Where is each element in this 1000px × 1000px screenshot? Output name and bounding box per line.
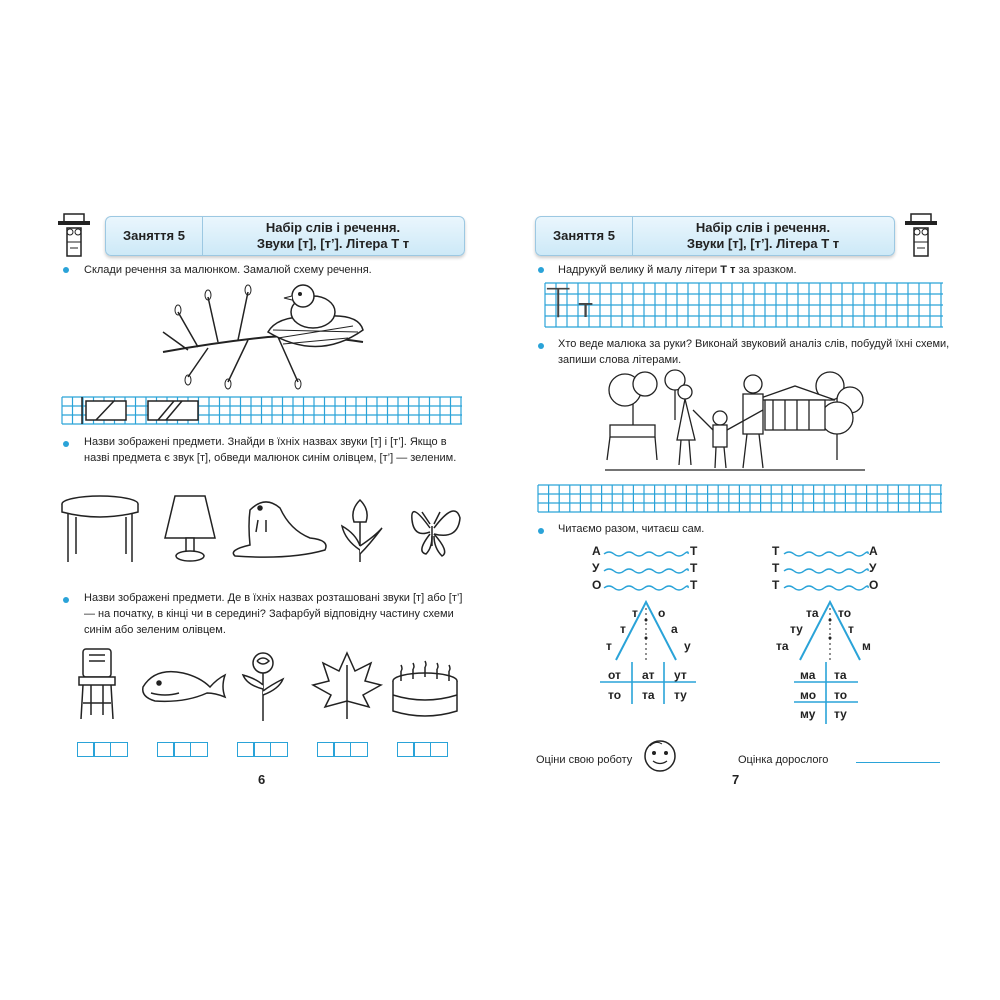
task-1-text: Склади речення за малюнком. Замалюй схему речення. [84,264,372,276]
letter: Т [772,544,780,558]
letter: О [592,578,602,592]
bullet-icon [538,343,544,349]
syllable: та [642,688,655,702]
letter: У [869,561,877,575]
syllable: то [834,688,848,702]
task-3-text: Читаємо разом, читаєш сам. [558,523,705,535]
chair-icon [79,649,115,719]
syllable: то [838,606,852,620]
butterfly-icon [412,511,460,556]
wavy-connectors [604,548,688,590]
whale-icon [143,672,225,702]
wavy-connectors [784,548,868,590]
syllable: ту [834,707,847,721]
letter: А [869,544,878,558]
maple-leaf-icon [313,653,381,719]
syllable: т [606,639,612,653]
syllable: о [658,606,666,620]
scheme-boxes[interactable] [398,742,448,757]
lesson-title: Набір слів і речення. Звуки [т], [т’]. Літера Т т [686,220,840,251]
syllable: му [800,707,816,721]
letter: Т [772,561,780,575]
syllable: мо [800,688,817,702]
mascot-icon [905,212,937,258]
syllable: т [620,622,626,636]
syllable: ут [674,668,687,682]
table-icon [62,496,138,562]
right-page [500,0,1000,1000]
letter: Т [690,578,698,592]
self-eval-label: Оціни свою роботу [536,754,633,766]
smiley-face-icon[interactable] [642,738,678,774]
syllable: у [684,639,691,653]
syllable: ма [800,668,816,682]
lesson-header [535,216,895,256]
letter: О [869,578,879,592]
analysis-grid[interactable] [538,485,942,513]
syllable: та [776,639,789,653]
syllable: т [632,606,638,620]
scheme-boxes[interactable] [158,742,208,757]
syllable: м [862,639,871,653]
bullet-icon [538,528,544,534]
adult-eval-label: Оцінка дорослого [738,754,829,766]
syllable: та [806,606,819,620]
page-number: 7 [732,772,740,787]
letter: Т [690,544,698,558]
park-family-picture [605,370,865,475]
mascot-icon [58,212,90,258]
letter: А [592,544,601,558]
letter: Т [772,578,780,592]
bullet-icon [63,597,69,603]
syllable: ат [642,668,655,682]
syllable: ту [674,688,687,702]
task-2-text: Хто веде малюка за руки? Виконай звуковий аналіз слів, побудуй їхні схеми, запиши слова літерами. [558,338,950,366]
syllable: та [834,668,847,682]
scheme-boxes[interactable] [318,742,368,757]
task-3-text: Назви зображені предмети. Де в їхніх назвах розташовані звуки [т] або [т’] — на початку, в кінці чи в середині? Зафарбуй відповідну частину схеми синім або зеленим олівцем. [84,592,463,636]
task-1-text: Надрукуй велику й малу літери Т т за зразком. [558,264,797,276]
lesson-header [105,216,465,256]
scheme-boxes[interactable] [238,742,288,757]
sentence-grid [62,397,462,425]
syllable: а [671,622,678,636]
syllable: ту [790,622,803,636]
lesson-title: Набір слів і речення. Звуки [т], [т’]. Літера Т т [256,220,410,251]
syllable: т [848,622,854,636]
adult-eval-line[interactable] [856,762,940,763]
sample-lower-letter: т [578,294,594,324]
bullet-icon [63,267,69,273]
letter: Т [690,561,698,575]
rose-icon [243,653,283,721]
syllable-triangle-2 [792,600,868,662]
scheme-boxes[interactable] [78,742,128,757]
pictures-row-1 [60,490,470,570]
page-number: 6 [258,772,266,787]
bullet-icon [63,441,69,447]
lesson-label: Заняття 5 [106,217,203,255]
syllable: от [608,668,621,682]
cake-icon [393,661,457,716]
syllable: то [608,688,622,702]
walrus-icon [233,502,326,557]
bird-nest-picture [158,282,368,392]
tulip-icon [342,500,382,562]
bullet-icon [538,267,544,273]
letter: У [592,561,600,575]
task-2-text: Назви зображені предмети. Знайди в їхніх назвах звуки [т] і [т’]. Якщо в назві предмета є звук [т], обведи малюнок синім олівцем, [т’] — зеленим. [84,436,457,464]
sample-upper-letter: Т [546,281,571,327]
letter-grid[interactable] [545,283,943,327]
lesson-label: Заняття 5 [536,217,633,255]
lamp-icon [165,496,215,561]
pictures-row-2 [75,645,465,725]
